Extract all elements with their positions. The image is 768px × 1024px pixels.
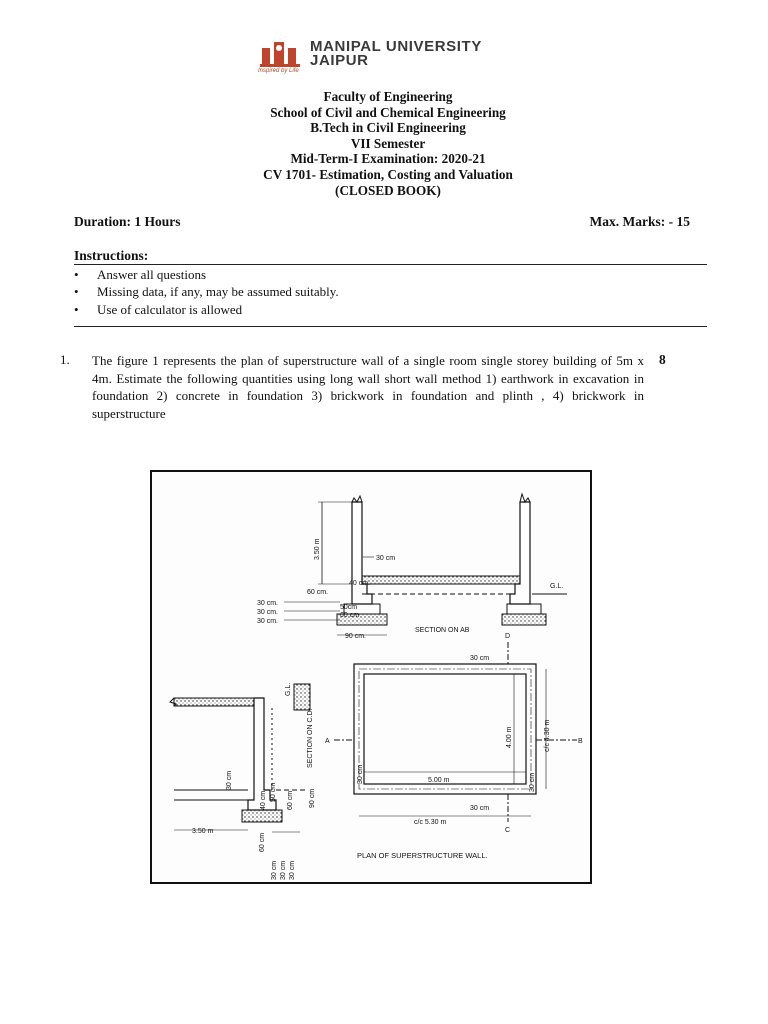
plan-left-wall-label: 30 cm	[357, 764, 364, 784]
ab-gl-label: G.L.	[550, 583, 564, 590]
plan-top-wall-label: 30 cm	[470, 655, 490, 662]
plan-label-d: D	[505, 633, 511, 640]
question-number: 1.	[60, 352, 70, 367]
ab-plinth-width-label: 60 cm.	[307, 589, 329, 596]
plan-label-a: A	[325, 738, 330, 745]
max-marks: Max. Marks: - 15	[589, 214, 690, 229]
cd-section-title: SECTION ON C.D.	[307, 708, 314, 768]
exam-mode: (CLOSED BOOK)	[335, 182, 441, 198]
divider-top	[74, 264, 707, 265]
bullet-icon: •	[74, 301, 79, 317]
duration: Duration: 1 Hours	[74, 214, 181, 229]
question-text: The figure 1 represents the plan of superstructure wall of a single room single storey building of 5m x 4m. Estimate the following quantities using long wall short wall method 1) earthwork in excavation in foundation 2) concrete in foundation 3) brickwork in foundation and plinth , 4) brickwork in superstructure	[92, 353, 644, 421]
ab-layer-2-label: 30 cm.	[257, 609, 279, 616]
instructions-title: Instructions:	[74, 248, 149, 263]
ab-footing-50-label: 50cm	[340, 604, 358, 611]
cd-40-label: 40 cm	[260, 790, 267, 810]
exam-title: Mid-Term-I Examination: 2020-21	[290, 151, 486, 167]
cd-layer-3-label: 30 cm	[289, 860, 296, 880]
section-ab	[257, 494, 567, 640]
plan-inner-length-label: 5.00 m	[428, 777, 450, 784]
university-emblem-icon	[258, 38, 306, 68]
section-cd	[170, 683, 316, 880]
plan-title: PLAN OF SUPERSTRUCTURE WALL.	[357, 851, 488, 860]
question-marks: 8	[659, 352, 666, 367]
instruction-item: • Use of calculator is allowed	[74, 301, 243, 317]
instruction-item: • Answer all questions	[74, 267, 207, 282]
bullet-icon: •	[74, 284, 79, 300]
plan-superstructure	[325, 633, 583, 860]
plan-inner-width-label: 4.00 m	[506, 726, 513, 748]
divider-bottom	[74, 326, 707, 327]
ab-height-label: 3.50 m	[314, 538, 321, 560]
logo-tagline: Inspired by Life	[258, 68, 299, 74]
exam-header	[0, 89, 768, 198]
logo-line-2: JAIPUR	[310, 52, 369, 69]
cd-wall-label: 30 cm	[226, 770, 233, 790]
plan-cc-length-label: c/c 5.30 m	[414, 819, 447, 826]
ab-wall-label: 30 cm	[376, 555, 396, 562]
cd-gl-label: G.L.	[285, 682, 292, 696]
ab-layer-1-label: 30 cm.	[257, 600, 279, 607]
cd-90-label: 90 cm	[309, 788, 316, 808]
plan-bottom-wall-label: 30 cm	[470, 805, 490, 812]
plan-right-wall-label: 30 cm	[529, 772, 536, 792]
program-title: B.Tech in Civil Engineering	[310, 120, 466, 136]
logo-line-1: MANIPAL UNIVERSITY	[310, 38, 482, 55]
ab-section-title: SECTION ON AB	[415, 627, 470, 634]
bullet-icon: •	[74, 267, 79, 282]
cd-60b-label: 60 cm	[259, 832, 266, 852]
instructions-list	[74, 266, 339, 318]
university-logo	[258, 38, 528, 80]
school-title: School of Civil and Chemical Engineering	[270, 104, 506, 120]
ab-footing-90-label: 90 cm.	[345, 633, 367, 640]
cd-layer-1-label: 30 cm	[271, 860, 278, 880]
cd-60a-label: 60 cm	[287, 790, 294, 810]
figure-drawing	[152, 472, 590, 882]
semester-title: VII Semester	[350, 135, 426, 151]
plan-cc-width-label: c/c 4.30 m	[544, 719, 551, 752]
ab-plinth-step-label: 40 cm.	[349, 580, 371, 587]
instruction-item: • Missing data, if any, may be assumed suitably.	[74, 284, 339, 300]
ab-layer-3-label: 30 cm.	[257, 618, 279, 625]
ab-footing-60-label: 60 cm	[340, 612, 360, 619]
cd-50-label: 50 cm	[270, 782, 277, 802]
course-title: CV 1701- Estimation, Costing and Valuation	[263, 166, 513, 182]
cd-layer-2-label: 30 cm	[280, 860, 287, 880]
plan-label-b: B	[578, 738, 583, 745]
plan-label-c: C	[505, 827, 511, 834]
figure-1	[150, 470, 592, 884]
faculty-title: Faculty of Engineering	[323, 89, 453, 104]
cd-height-label: 3.50 m	[192, 828, 214, 835]
